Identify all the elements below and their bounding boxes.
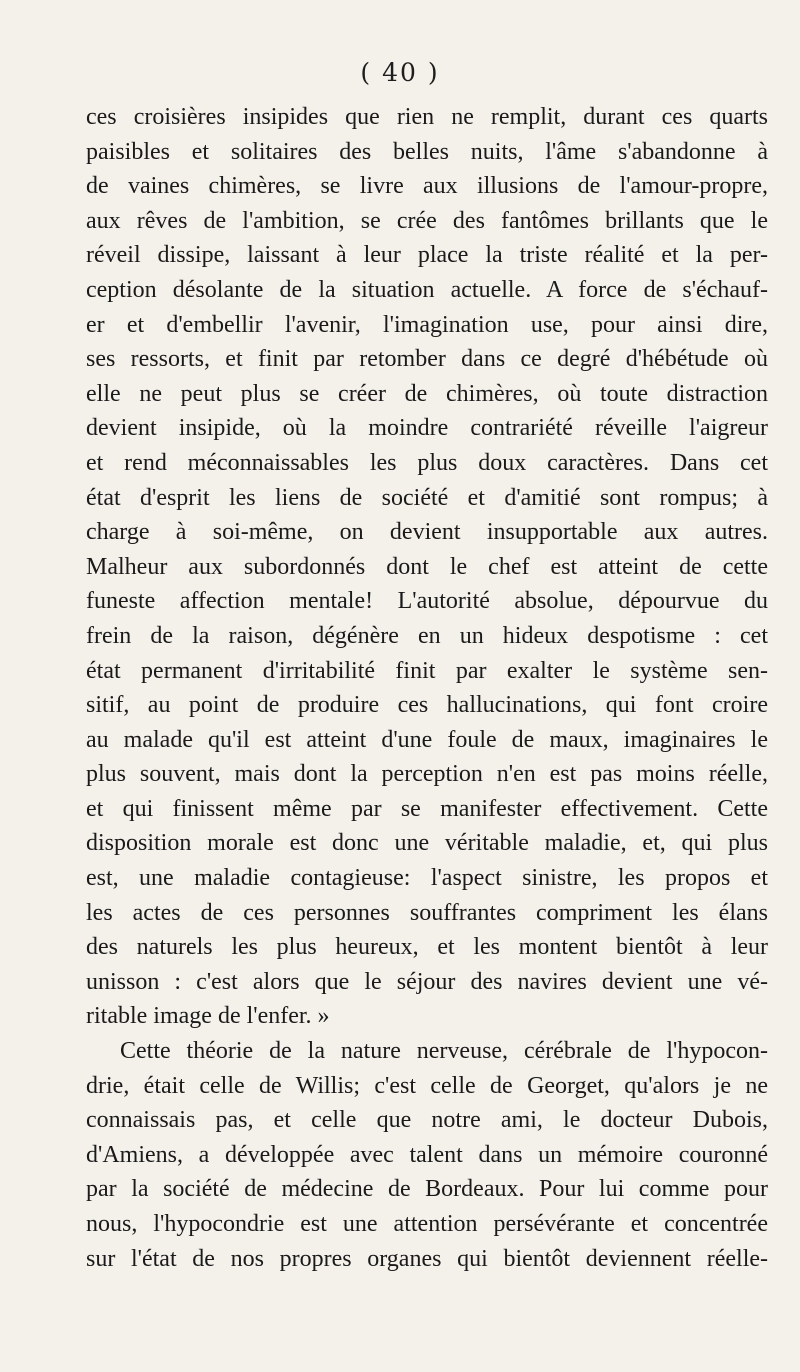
paragraph-start-line: Cette théorie de la nature nerveuse, cérébrale de l'hypocon- bbox=[120, 1038, 768, 1065]
text-line: charge à soi-même, on devient insupportable aux autres. bbox=[86, 519, 768, 546]
text-line: sitif, au point de produire ces hallucinations, qui font croire bbox=[86, 692, 768, 719]
text-line: devient insipide, où la moindre contrariété réveille l'aigreur bbox=[86, 415, 768, 442]
text-line: disposition morale est donc une véritable maladie, et, qui plus bbox=[86, 830, 768, 857]
text-line: paisibles et solitaires des belles nuits, l'âme s'abandonne à bbox=[86, 138, 768, 165]
text-line: réveil dissipe, laissant à leur place la triste réalité et la per- bbox=[86, 242, 768, 269]
text-line: les actes de ces personnes souffrantes compriment les élans bbox=[86, 899, 768, 926]
text-line: des naturels les plus heureux, et les montent bientôt à leur bbox=[86, 934, 768, 961]
text-line: de vaines chimères, se livre aux illusions de l'amour-propre, bbox=[86, 173, 768, 200]
text-line: frein de la raison, dégénère en un hideux despotisme : cet bbox=[86, 622, 768, 649]
text-line: et rend méconnaissables les plus doux caractères. Dans cet bbox=[86, 449, 768, 476]
text-line: unisson : c'est alors que le séjour des navires devient une vé- bbox=[86, 968, 768, 995]
text-line: aux rêves de l'ambition, se crée des fantômes brillants que le bbox=[86, 207, 768, 234]
text-line: au malade qu'il est atteint d'une foule de maux, imaginaires le bbox=[86, 726, 768, 753]
text-line: Malheur aux subordonnés dont le chef est atteint de cette bbox=[86, 553, 768, 580]
text-line: sur l'état de nos propres organes qui bientôt deviennent réelle- bbox=[86, 1245, 768, 1272]
text-line: connaissais pas, et celle que notre ami, le docteur Dubois, bbox=[86, 1107, 768, 1134]
text-line: funeste affection mentale! L'autorité absolue, dépourvue du bbox=[86, 588, 768, 615]
text-line: est, une maladie contagieuse: l'aspect sinistre, les propos et bbox=[86, 865, 768, 892]
text-line: ception désolante de la situation actuelle. A force de s'échauf- bbox=[86, 276, 768, 303]
text-line: état permanent d'irritabilité finit par exalter le système sen- bbox=[86, 657, 768, 684]
text-line: état d'esprit les liens de société et d'amitié sont rompus; à bbox=[86, 484, 768, 511]
page-number: ( 40 ) bbox=[360, 58, 440, 87]
text-line: nous, l'hypocondrie est une attention persévérante et concentrée bbox=[86, 1211, 768, 1237]
text-line: par la société de médecine de Bordeaux. Pour lui comme pour bbox=[86, 1176, 768, 1203]
text-line: ritable image de l'enfer. » bbox=[86, 1003, 330, 1030]
text-line: ses ressorts, et finit par retomber dans ce degré d'hébétude où bbox=[86, 346, 768, 373]
text-line: drie, était celle de Willis; c'est celle de Georget, qu'alors je ne bbox=[86, 1072, 768, 1099]
text-line: elle ne peut plus se créer de chimères, où toute distraction bbox=[86, 380, 768, 407]
text-line: ces croisières insipides que rien ne remplit, durant ces quarts bbox=[86, 104, 768, 130]
text-line: er et d'embellir l'avenir, l'imagination use, pour ainsi dire, bbox=[86, 311, 768, 338]
text-line: d'Amiens, a développée avec talent dans un mémoire couronné bbox=[86, 1141, 768, 1168]
text-line: plus souvent, mais dont la perception n'en est pas moins réelle, bbox=[86, 761, 768, 788]
text-line: et qui finissent même par se manifester effectivement. Cette bbox=[86, 795, 768, 822]
body-text bbox=[86, 100, 768, 1276]
